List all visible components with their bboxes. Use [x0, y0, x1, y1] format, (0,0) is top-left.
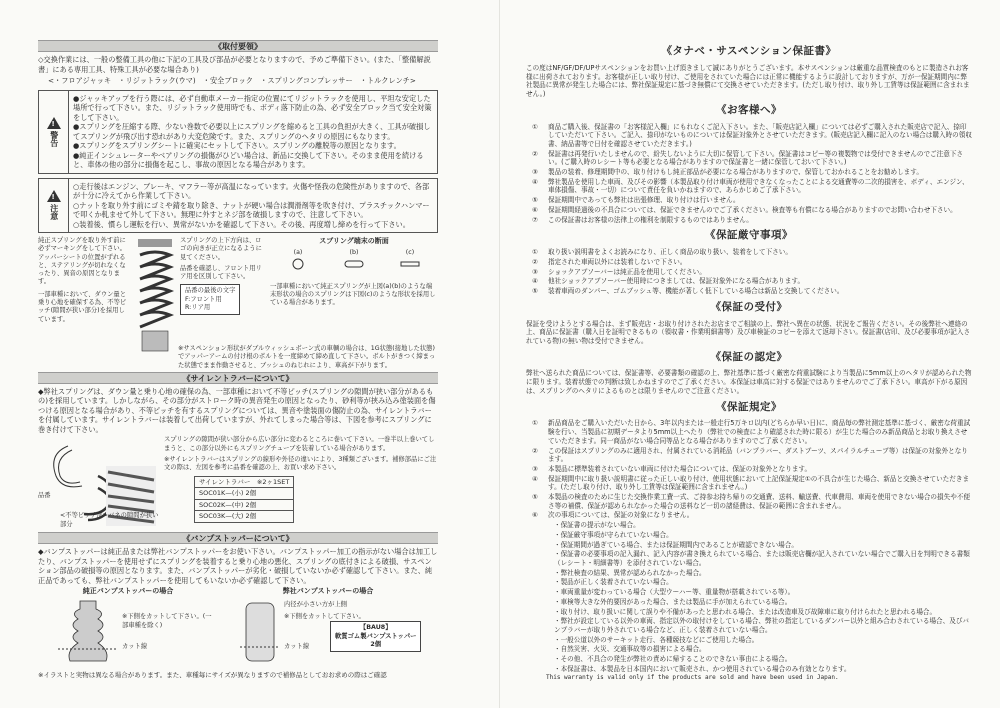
- customer-list: [526, 123, 972, 225]
- silent-rubber-table: [194, 476, 294, 523]
- spring-pitch-note: 一部車種において、ダウン量と乗り心地を確保する為、不等ピッチ(隙間が狭い部分)を採用しています。: [38, 290, 127, 323]
- bump-tanabe-note: 内径が小さい方が上側: [284, 601, 347, 609]
- spring-center-notes: [180, 237, 264, 357]
- recognition-title: 《保証の認定》: [710, 350, 788, 363]
- bump-tanabe-title: 弊社バンプストッパーの場合: [282, 587, 374, 596]
- warning-item: ●スプリングをスプリングシートに確実にセットして下さい。スプリングの離脱等の原因となります。: [73, 141, 401, 150]
- silent-order-note: ※サイレントラバーはスプリングの線形や外径の違いにより、3種類ございます。補修部品にご注文の際は、左図を参考に品番を確認の上、お買い求め下さい。: [164, 455, 437, 472]
- sub-item: ・保証書の必要事項の記入漏れ、記入内容が書き換えられている場合、または販売店欄が記入されていない場合でご購入日を判明できる書類（レシート・明細書等）を添付されていない場合。: [554, 550, 970, 567]
- spring-end-shapes: [270, 249, 438, 273]
- spring-figure-area: [38, 237, 438, 357]
- bump-part-qty: 2個: [370, 640, 382, 648]
- spring-end-b: [343, 249, 365, 273]
- spring-end-c: [399, 249, 421, 273]
- coil-spring-icon: [130, 237, 180, 355]
- bump-part-name: 軟質ゴム製バンプストッパー: [335, 632, 417, 640]
- caution-box: [38, 178, 438, 234]
- caution-label: 注意: [49, 204, 59, 221]
- list-item: ⑤ 本製品の検査のために生じた交換作業工費一式、ご持参お持ち帰りの交通費、送料、輸送費、代車費用、車両を使用できない場合の損失や不便さ等の補償、保証が認められなかった場合の送料など一切の諸経費は、保証の範囲に含まれません。: [532, 493, 970, 510]
- caution-icon: !: [47, 190, 61, 202]
- list-item: ④ 弊社製品を使用した車両、及びその影響（本製品取り付け車両が使用できなくなったことによる交通費等の二次的損害を、ボディ、エンジン、車体損傷、事故・一切）について責任を負いかねますので、あらかじめご了承下さい。: [532, 177, 969, 195]
- silent-table-head: サイレントラバー ※2ヶ1SET: [195, 476, 294, 488]
- warning-body: [69, 91, 437, 173]
- bump-stopper-icon: [58, 599, 118, 665]
- bottom-english-note: This warranty is valid only if the products are sold and have been used in Japan.: [546, 674, 839, 682]
- caution-side: [39, 179, 69, 233]
- caution-item: ○ナットを取り外す前にゴミや錆を取り除き、ナットが硬い場合は潤滑剤等を吹き付け、プラスチックハンマーで叩くか軋ませて外して下さい。無理に外すとネジ部を破損しますので、注意して下さい。: [73, 200, 430, 219]
- list-item: ③ 本製品に標準装着されていない車両に付けた場合については、保証の対象外となります。: [532, 464, 812, 473]
- bump-figure-area: [38, 587, 438, 671]
- tanabe-bump-icon: [240, 601, 280, 663]
- silent-pitch-label: <不等ピッチ部>バネの隙間が狭い部分: [60, 512, 159, 528]
- claim-title: 《保証の受付》: [710, 300, 788, 313]
- list-item: ① 商品ご購入後、保証書の「お客様記入欄」にもれなくご記入下さい。また、「販売店記入欄」については必ずご購入された販売店で記入、捺印していただいて下さい。ご記入、捺印がないものについては保証対象外とさせていただきます。(販売店記入欄に記入のない場合は購入時の領収書、納品書等で日付を確認させていただきます。): [532, 122, 972, 148]
- spring-end-label: (c): [405, 249, 415, 257]
- sub-item: ・保証厳守事項が守られていない場合。: [554, 530, 673, 539]
- part-suffix-box: [180, 284, 240, 315]
- right-page: [500, 0, 1000, 708]
- sub-item: ・車検等大きな外的要因があった場合、または製品に手が加えられている場合。: [554, 597, 792, 606]
- caution-body: [69, 179, 437, 233]
- bottom-note: ※イラストと実物は異なる場合があります。また、車種毎にサイズが異なりますので補修品としておお求めの際はご確認: [38, 671, 387, 680]
- warning-icon: !: [47, 117, 61, 129]
- bump-tanabe-note2: ※下側をカットして下さい。: [284, 613, 365, 621]
- spring-end-a: [287, 249, 309, 273]
- warning-item: ●純正インシュレーターやベアリングの損傷がひどい場合は、新品に交換して下さい。そのまま使用を続けると、車体の他の部分に損傷を起こし、事故の原因となる場合があります。: [73, 150, 424, 169]
- circle-section-icon: [287, 258, 309, 270]
- list-item: ② 指定された車両以外には装着しないで下さい。: [532, 257, 687, 266]
- silent-table-row: SOC01K—(小) 2個: [195, 488, 294, 500]
- spring-end-section: [264, 237, 438, 357]
- bump-header: 《バンプストッパーについて》: [38, 532, 438, 544]
- bump-oem-title: 純正バンプストッパーの場合: [82, 587, 174, 596]
- sub-item: ・その他、不具合の発生が弊社の責めに帰することのできない事由による場合。: [554, 655, 792, 664]
- list-item: ② 保証書は再発行いたしませんので、紛失しないように大切に保管して下さい。保証書はコピー等の複製物では受付できませんのでご注意下さい。(ご購入時のレシート等も必要となる場合がありますので保証書と一緒に保管しておいて下さい。): [532, 149, 964, 167]
- spring-end-title: スプリング端末の断面: [319, 237, 389, 245]
- recognition-text: 弊社へ送られた商品については、保証書等、必要書類の確認の上、弊社基準に基づく厳密な荷重試験により当製品に5mm以上のヘタリが認められた物に限ります。装着状態での判断は致しかねますのでご了承ください。本保証は車高に対する保証ではありませんのでご了承下さい。車高が下がる原因は、スプリングのヘタリによるものとは限りませんのでご注意ください。: [526, 369, 972, 395]
- bump-oem-figure: [38, 587, 218, 671]
- notes-title: 《保証厳守事項》: [705, 229, 793, 242]
- sub-item: ・弊社検査の結果、異常が認められなかった場合。: [554, 568, 706, 577]
- bump-part-box: [330, 621, 421, 652]
- sub-item: ・弊社が設定している以外の車両、指定以外の取付けをしている場合、弊社の指定しているダンパー以外と組み合わされている場合、及びバンプラバーが取り外されている場合など、正しく装着されていない場合。: [554, 617, 970, 634]
- spring-marking-note: 純正スプリングを取り外す前に必ずマーキングをして下さい。アッパーシートの位置がずれると、ステアリングが切れなくなったり、異音の原因となります。: [38, 237, 126, 286]
- bump-oem-cut: カット線: [122, 643, 148, 651]
- customer-title: 《お客様へ》: [716, 103, 782, 116]
- mount-intro: ◇交換作業には、一般の整備工具の他に下記の工具及び部品が必要となりますので、予めご準備下さい。(また、「整備解説書」にある専用工具、特殊工具が必要な場合あり): [38, 55, 431, 74]
- part-suffix-title: 品番の最後の文字: [185, 287, 236, 295]
- oval-section-icon: [343, 258, 365, 270]
- list-item: ① 新品商品をご購入いただいた日から、3年以内または一般走行5万キロ以内(どちらか早い日)に、商品毎の弊社測定基準に基づく、厳密な荷重試験を行い、当製品に初期データより5mm以上へたり（弊社での検査により確認された時に限る）が生じた場合のみ新品商品とお取り換えさせていただきます。同一商品がない場合同等品となる場合がありますのでご了承ください。: [532, 419, 971, 445]
- list-item: ⑥ 次の事項については、保証の対象になりません。: [532, 511, 694, 520]
- sub-item: ・本保証書は、本製品を日本国内において販売され、かつ使用されている場合のみ有効となります。: [554, 664, 851, 673]
- warning-box: [38, 90, 438, 174]
- spring-end-note: 一部車種において純正スプリングが上図(a)(b)のような端末形状の場合のスプリングは下図(c)のような形状を採用している場合があります。: [270, 282, 436, 307]
- rules-title: 《保証規定》: [716, 400, 782, 413]
- spring-left-notes: [38, 237, 130, 357]
- sub-item: ・製品が正しく装着されていない場合。: [554, 578, 673, 587]
- bump-tanabe-figure: [218, 587, 438, 671]
- wishbone-footnote: ※サスペンション形状がダブルウィッシュボーン式の車輌の場合は、1G状態(接地した状態)でアッパーアームの付け根のボルトを一度締めて締め直して下さい。ボルトがきつく締まった状態でまま作動させると、ブッシュのねじれにより、車高が下がります。: [178, 345, 436, 369]
- list-item: ② この保証はスプリングのみに適用され、付属されている消耗品（バンプラバー、ダストブーツ、スパイラルチューブ等）は保証の対象外となります。: [532, 446, 968, 464]
- rules-list: [526, 419, 972, 520]
- spring-part-note: 品番を確認し、フロント用リア用を区別して下さい。: [180, 264, 262, 281]
- list-item: ⑦ この保証書はお客様の法律上の権利を制限するものではありません。: [532, 215, 753, 224]
- silent-figure-area: [38, 436, 438, 532]
- warning-item: ●ジャッキアップを行う際には、必ず自動車メーカー指定の位置にてリジットラックを使用し、平坦な安定した場所で行って下さい。また、リジットラック使用時でも、ボディ落下防止の為、必ず安全ブロック当て安全対策をして下さい。: [73, 93, 432, 122]
- list-item: ⑤ 保証期間中であっても弊社は出張修理、取り付けは行いません。: [532, 196, 740, 205]
- caution-item: ○走行後はエンジン、ブレーキ、マフラー等が高温になっています。火傷や怪我の危険性がありますので、各部が十分に冷えてから作業して下さい。: [73, 181, 430, 200]
- rules-sublist: [526, 521, 972, 673]
- sub-item: ・保証期間が過ぎている場合、または保証期間内であることが確認できない場合。: [554, 540, 798, 549]
- silent-header: 《サイレントラバーについて》: [38, 372, 438, 384]
- bump-oem-note: ※下側をカットして下さい。(一部車種を除く): [122, 613, 212, 629]
- sub-item: ・一般公道以外のサーキット走行、各種競技などにご使用した場合。: [554, 635, 759, 644]
- sub-item: ・取り付け、取り扱いに関して誤りや不備があったと思われる場合、または改造車及び故障車に取り付けられたと思われる場合。: [554, 607, 937, 616]
- list-item: ⑥ 保証期間経過後の不具合については、保証できませんのでご了承ください。検査等も有償になる場合がありますのでお問い合わせ下さい。: [532, 205, 957, 214]
- spring-end-label: (b): [349, 249, 359, 257]
- silent-part-label: 品番: [38, 492, 51, 500]
- sub-item: ・保証書の提示がない場合。: [554, 521, 640, 530]
- part-suffix-rear: R:リア用: [185, 304, 211, 312]
- claim-text: 保証を受けようとする場合は、まず販売店・お取り付けされたお店までご相談の上、弊社へ異在の状態、状況をご報告ください。その後弊社へ連絡の上、商品に保証書（購入日を証明できるもの（領収書・作業明細書等）及び車検証のコピーを添えて返却下さい。保証書(店印、及び必要事項が記入されている物)の無い物は受付できません。: [526, 319, 971, 345]
- warranty-intro: この度はNF/GF/DF/UPサスペンションをお買い上げ頂きまして誠にありがとうございます。本サスペンションは厳重な品質検査のもとに製造されお客様に出荷されております。お客様が正しい取り付け、ご使用をされていた場合には正常に機能するように設計しておりますが、万が一保証期間内に弊社製品に異常が発生した場合には、弊社保証規定に基づき無償にて交換させていただきます。(ただし取り付け、取り外し工賃等は保証範囲に含まれません。): [526, 63, 970, 98]
- warranty-title: 《タナベ・サスペンション保証書》: [661, 45, 837, 57]
- sub-item: ・自然災害、火災、交通事故等の損害による場合。: [554, 645, 706, 654]
- silent-table-row: SOC03K—(大) 2個: [195, 511, 294, 523]
- silent-table-row: SOC02K—(中) 2個: [195, 499, 294, 511]
- silent-wrap-note: スプリングの隙間が狭い部分から広い部分に変わるところに巻いて下さい。一巻半以上巻いてしまうと、この部分以外にもスプリングチューブを装着している場合があります。: [164, 436, 435, 452]
- spring-direction-note: スプリングの上下方向は、ロゴの向きが正立になるように見てください。: [180, 237, 262, 261]
- bump-part-code: 【BAU8】: [359, 624, 392, 632]
- warning-side: [39, 91, 69, 173]
- spring-drawing: [130, 237, 180, 357]
- part-suffix-front: F:フロント用: [185, 295, 222, 303]
- bump-text: ◆バンプストッパーは純正品または弊社バンプストッパーをお使い下さい。バンプストッパー加工の指示がない場合は加工したり、バンプストッパーを使用せずにスプリングを装着すると乗り心地の悪化、スプリングの底付きによる破損、サスペンション部品の破損等の原因となります。また、バンプストッパーが劣化・破損していないか必ず確認して下さい。また、純正品であっても、弊社バンプストッパーを使用してもいないか必ず確認して下さい。: [38, 547, 438, 585]
- caution-item: ○装着後、慣らし運転を行い、異常がないかを確認して下さい。その後、再度増し締めを行って下さい。: [73, 219, 410, 229]
- list-item: ① 取り扱い説明書をよくお読みになり、正しく商品の取り扱い、装着をして下さい。: [532, 248, 792, 257]
- list-item: ③ ショックアブソーバーは純正品を使用してください。: [532, 267, 706, 276]
- flat-section-icon: [399, 258, 421, 270]
- list-item: ④ 他社ショックアブソーバー使用時につきましては、保証対象外になる場合があります。: [532, 277, 805, 286]
- warning-label: 警告: [49, 130, 59, 147]
- list-item: ⑤ 装着車両のダンパー、ゴムブッシュ等、機能が著しく低下している場合は新品と交換してください。: [532, 286, 844, 295]
- silent-notes: [158, 436, 438, 532]
- silent-drawing: [38, 436, 158, 532]
- list-item: ④ 保証期間中に取り扱い説明書に従った正しい取り付け、使用状態において上記保証規定①の不具合が生じた場合、新品と交換させていただきます。(ただし取り付け、取り外し工賃等は保証範囲に含まれません。): [532, 474, 970, 492]
- mount-header: 《取付要領》: [38, 40, 438, 52]
- spring-end-label: (a): [293, 249, 303, 257]
- bump-tanabe-cut: カット線: [284, 643, 310, 651]
- mount-tools: <・フロアジャッキ ・リジットラック(ウマ) ・安全ブロック ・スプリングコンプレッサー ・トルクレンチ>: [48, 76, 416, 85]
- list-item: ③ 製品の装着、修理期間中の、取り付けもし純正部品が必要になる場合がありますので、保管しておかれることをお勧めします。: [532, 168, 923, 177]
- sub-item: ・車両重量が変わっている場合（大型ウーハー等、重量物が搭載されている等）。: [554, 588, 795, 597]
- silent-text: ◆弊社スプリングは、ダウン量と乗り心地の確保の為、一部車種において不等ピッチ(スプリングの隙間が狭い部分があるもの)を採用しています。しかしながら、その部分がストローク時の異音発生の原因となったり、砂利等が挟み込み塗装面を傷つける原因となる場合があり、不等ピッチを有するスプリングについては、異音や塗装面の傷防止の為、サイレントラバーを付属しています。サイレントラバーは装着して出荷していますが、外れてしまった場合等は、下図を参考にスプリングに巻き付けて下さい。: [38, 386, 436, 434]
- warning-item: ●スプリングを圧縮する際、少ない巻数で必要以上にスプリングを縮めると工具の負担が大きく、工具が破損してスプリングが飛び出す恐れがあり大変危険です。また、スプリングのヘタリの原因にもなります。: [73, 122, 431, 141]
- notes-list: [526, 248, 972, 296]
